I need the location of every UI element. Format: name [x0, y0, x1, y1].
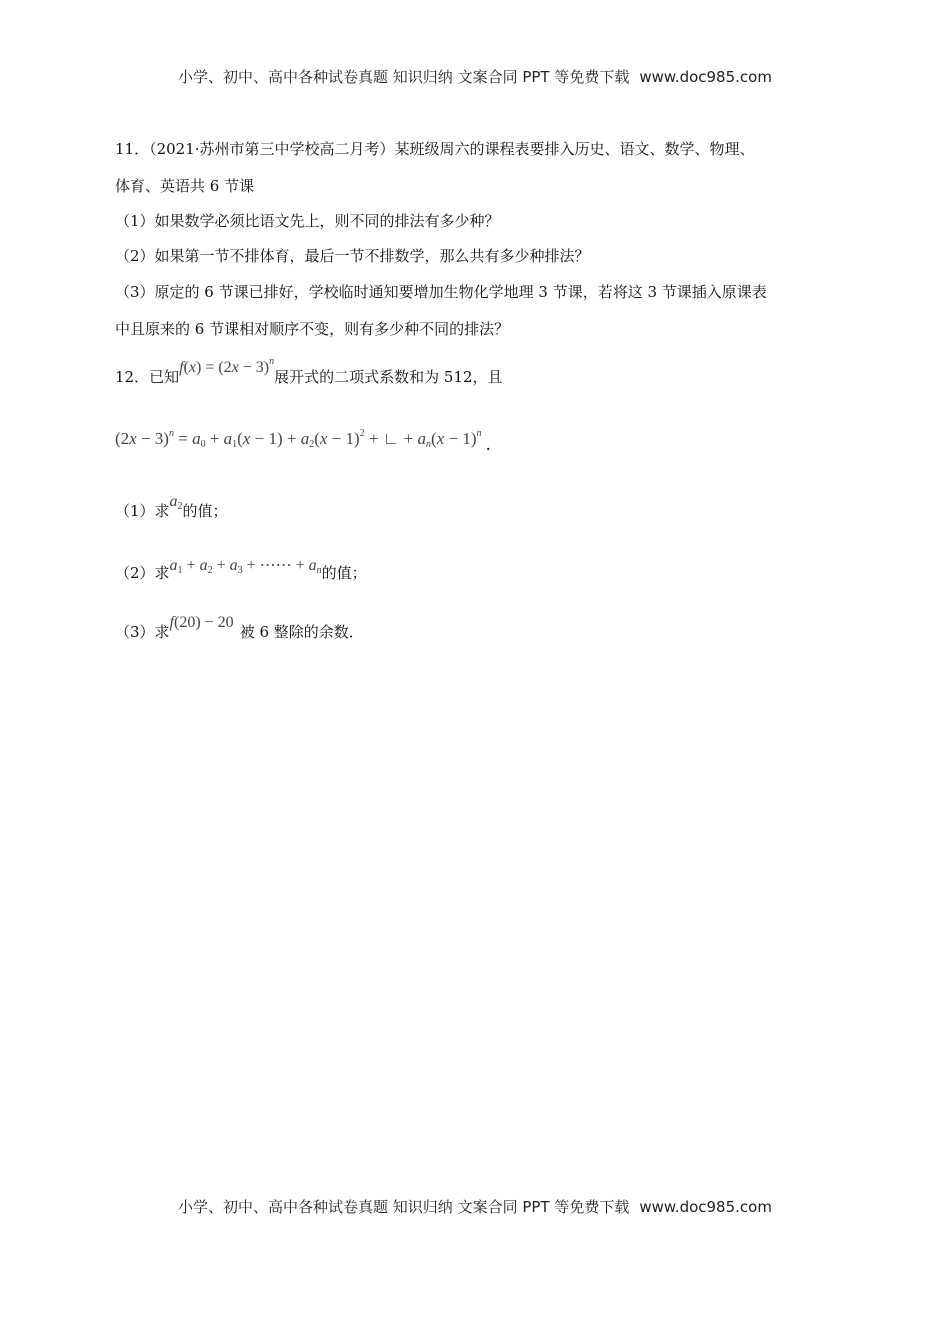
q11-part3-line2: 中且原来的 6 节课相对顺序不变，则有多少种不同的排法？	[115, 320, 510, 338]
q11-stem-line1: 11．（2021·苏州市第三中学校高二月考）某班级周六的课程表要排入历史、语文、数学、物理、	[115, 140, 755, 158]
q12-function-formula: $f(x) = (2x - 3)^n$	[179, 356, 275, 376]
q12-expansion-formula: $(2x - 3)^n = a_0 + a_1(x - 1) + a_2(x - 1)^2$ + ∟ + $a_n(x - 1)^n$.	[115, 428, 491, 455]
q12-end-dot: .	[485, 435, 491, 455]
q11-part1: （1）如果数学必须比语文先上，则不同的排法有多少种？	[115, 212, 500, 230]
q12-part2	[115, 557, 367, 584]
footer-url[interactable]: www.doc985.com	[639, 1198, 772, 1216]
footer-text: 小学、初中、高中各种试卷真题 知识归纳 文案合同 PPT 等免费下载	[178, 1198, 630, 1216]
q12-part1-suffix: 的值；	[182, 502, 228, 520]
q12-part1-formula: $a_2$	[169, 493, 183, 512]
q12-suffix: 展开式的二项式系数和为 512，且	[274, 368, 503, 386]
q12-part2-prefix: （2）求	[115, 564, 170, 582]
q12-part3-prefix: （3）求	[115, 623, 170, 641]
page-header	[0, 66, 950, 87]
q12-part1	[115, 493, 228, 522]
q12-part2-formula: $a_1 + a_2 + a_3$ + ⋯⋯ + $a_n$	[169, 557, 322, 576]
q12-stem	[115, 356, 503, 387]
q11-part3-line1: （3）原定的 6 节课已排好，学校临时通知要增加生物化学地理 3 节课，若将这 3 节课插入原课表	[115, 283, 767, 301]
q12-part1-prefix: （1）求	[115, 502, 170, 520]
q12-part3	[115, 614, 364, 642]
page-footer	[0, 1196, 950, 1217]
q12-part3-formula: f(20) − 20	[169, 614, 234, 631]
header-text: 小学、初中、高中各种试卷真题 知识归纳 文案合同 PPT 等免费下载	[178, 68, 630, 86]
q11-part2: （2）如果第一节不排体育，最后一节不排数学，那么共有多少种排法？	[115, 247, 590, 265]
header-url[interactable]: www.doc985.com	[639, 68, 772, 86]
q11-stem-line2: 体育、英语共 6 节课	[115, 177, 255, 195]
q12-part2-suffix: 的值；	[321, 564, 367, 582]
q12-prefix: 12．已知	[115, 368, 180, 386]
q12-part3-suffix: 被 6 整除的余数．	[239, 623, 364, 641]
